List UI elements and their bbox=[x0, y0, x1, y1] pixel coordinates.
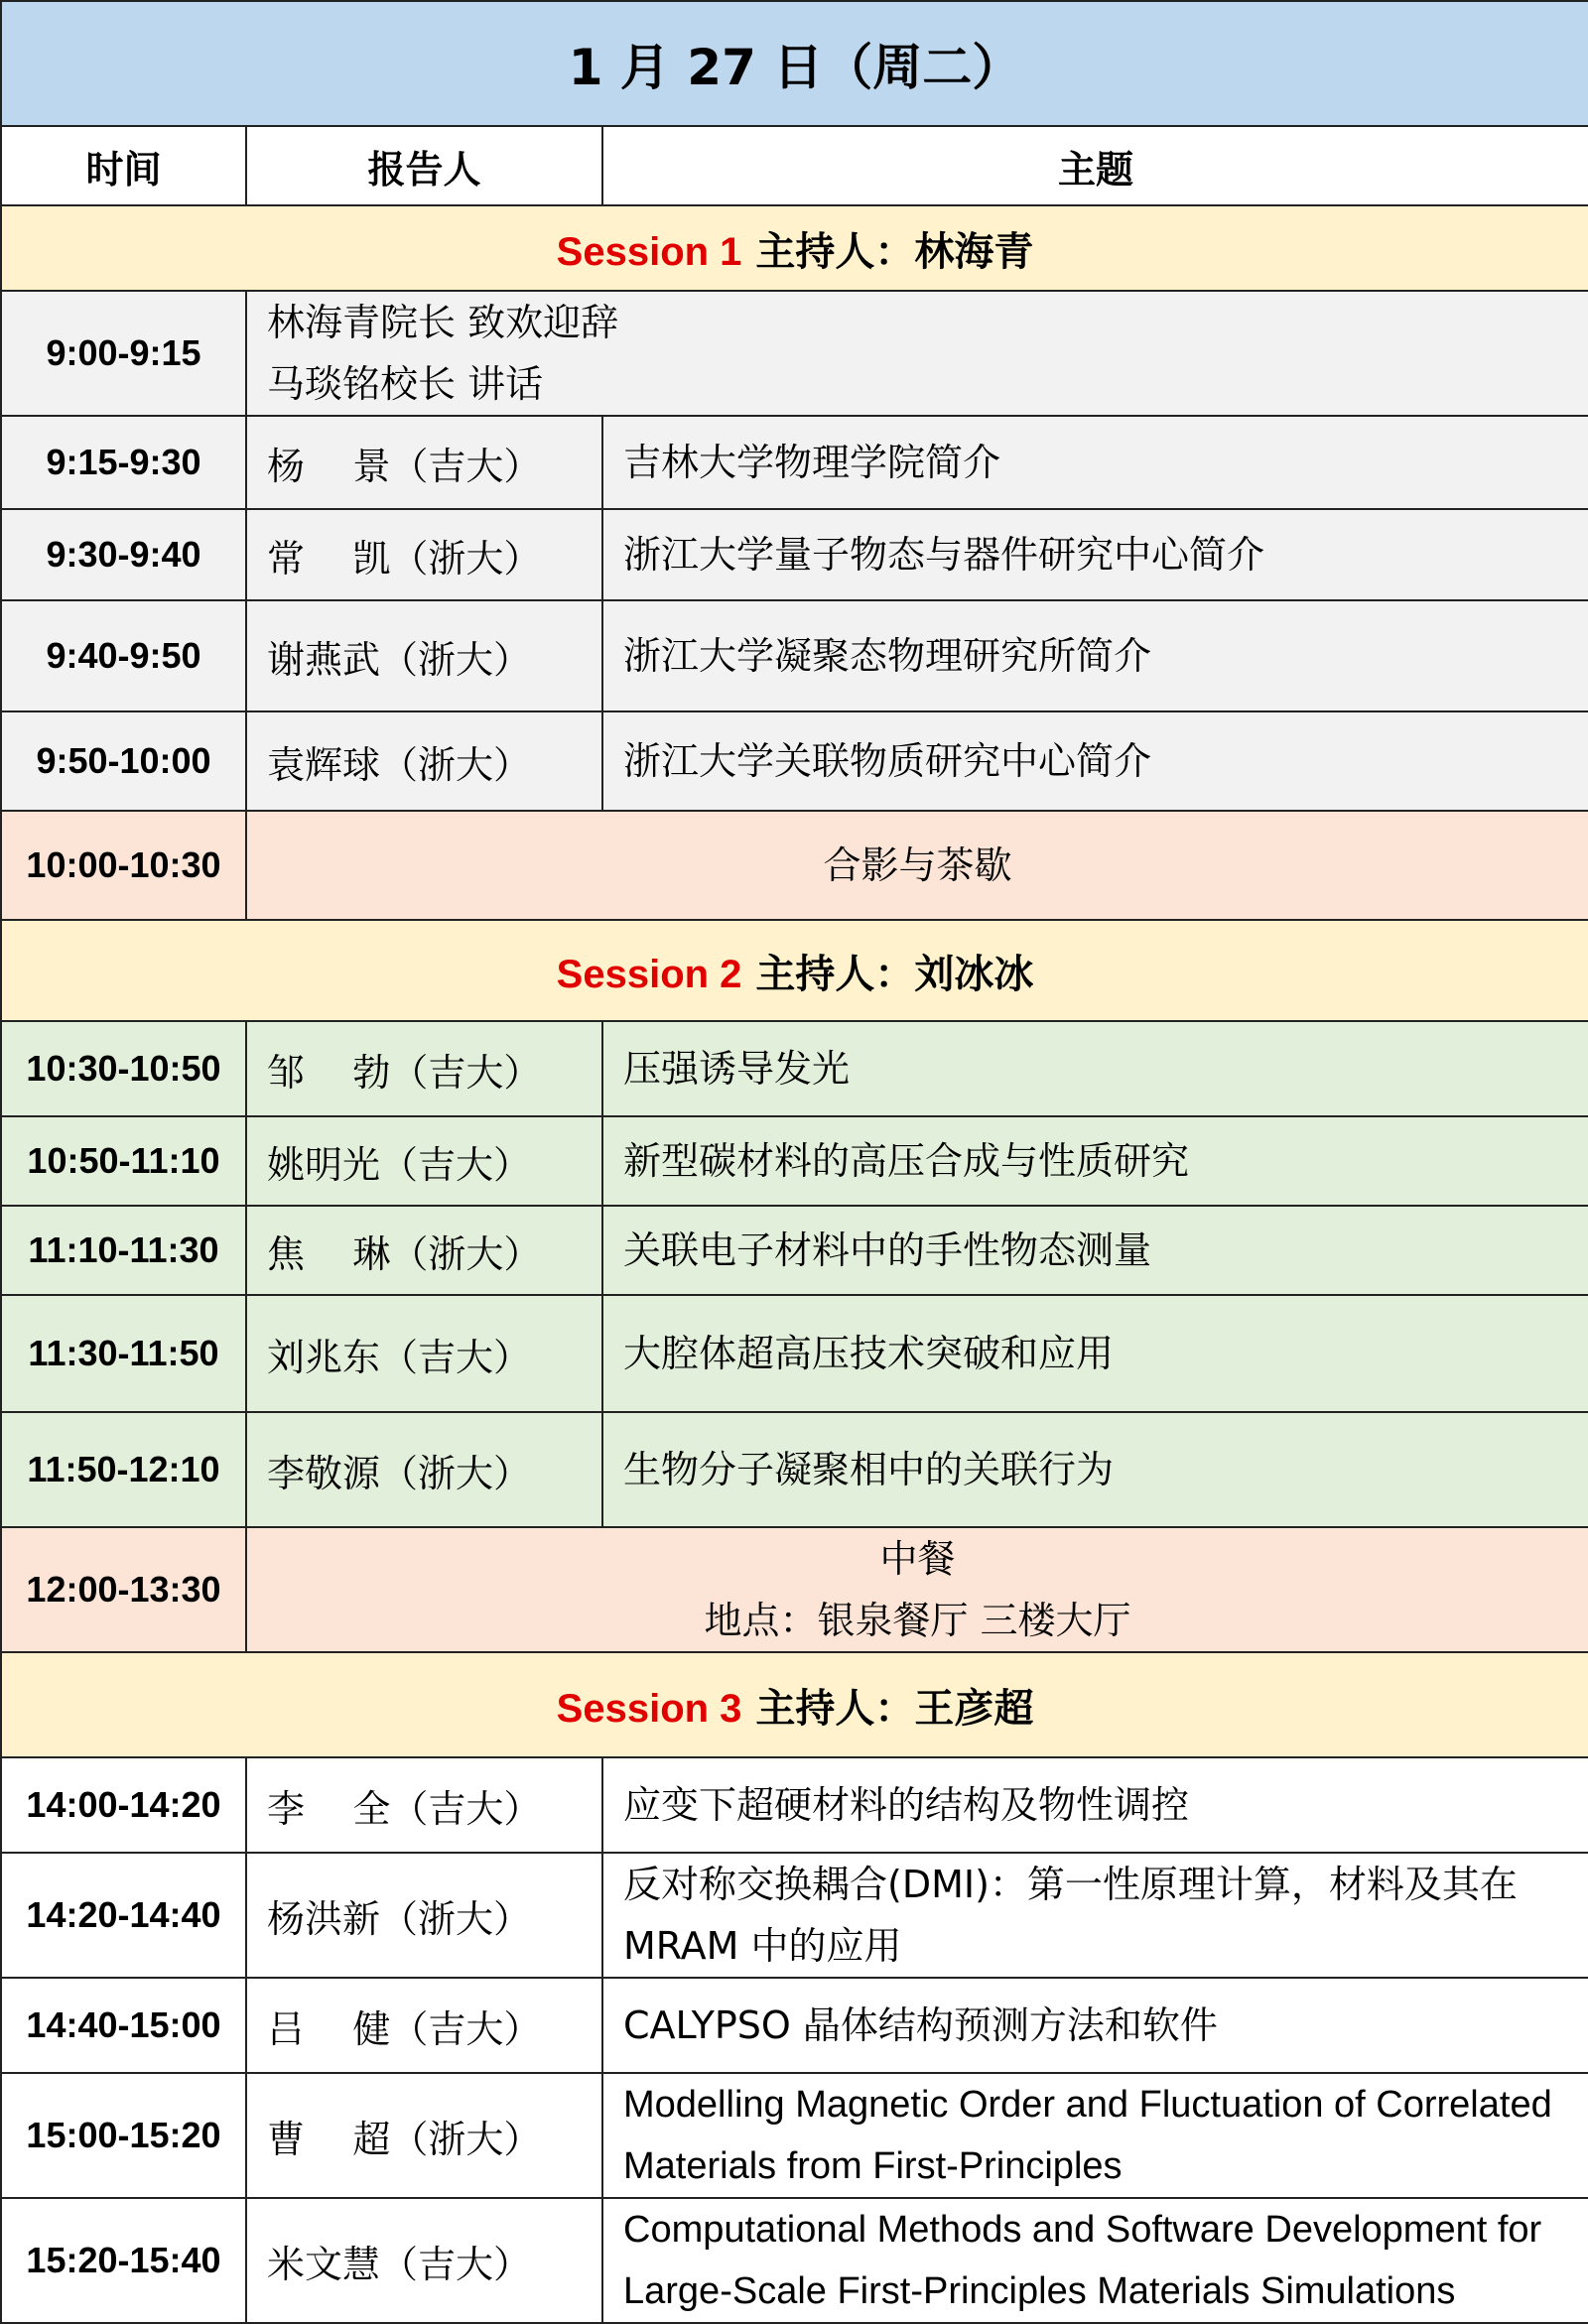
table-row bbox=[1, 509, 1588, 600]
session-2-header bbox=[1, 920, 1588, 1021]
time-cell: 9:40-9:50 bbox=[1, 600, 246, 711]
time-cell: 9:15-9:30 bbox=[1, 416, 246, 509]
session-label: Session 1 bbox=[556, 229, 742, 274]
header-row bbox=[1, 126, 1588, 205]
table-row bbox=[1, 711, 1588, 811]
topic-cell: 关联电子材料中的手性物态测量 bbox=[602, 1206, 1588, 1295]
time-cell: 9:50-10:00 bbox=[1, 711, 246, 811]
topic-cell: CALYPSO 晶体结构预测方法和软件 bbox=[602, 1978, 1588, 2073]
time-cell: 14:00-14:20 bbox=[1, 1757, 246, 1853]
time-cell: 9:00-9:15 bbox=[1, 291, 246, 416]
speaker-cell: 杨洪新（浙大） bbox=[246, 1853, 602, 1978]
topic-cell: 大腔体超高压技术突破和应用 bbox=[602, 1295, 1588, 1412]
session-host: 主持人：林海青 bbox=[741, 228, 1034, 275]
time-cell: 11:10-11:30 bbox=[1, 1206, 246, 1295]
table-row bbox=[1, 1116, 1588, 1206]
speaker-cell: 袁辉球（浙大） bbox=[246, 711, 602, 811]
table-row bbox=[1, 1757, 1588, 1853]
topic-cell: 压强诱导发光 bbox=[602, 1021, 1588, 1116]
topic-cell: Computational Methods and Software Development for Large-Scale First-Principles Materials Simulations bbox=[602, 2198, 1588, 2323]
header-topic: 主题 bbox=[602, 126, 1588, 205]
speaker-cell: 李敬源（浙大） bbox=[246, 1412, 602, 1527]
table-row bbox=[1, 1978, 1588, 2073]
topic-cell: Modelling Magnetic Order and Fluctuation of Correlated Materials from First-Principles bbox=[602, 2073, 1588, 2198]
break-cell: 合影与茶歇 bbox=[246, 811, 1588, 920]
speaker-cell: 曹 超（浙大） bbox=[246, 2073, 602, 2198]
session-host: 主持人：王彦超 bbox=[741, 1685, 1034, 1732]
table-row bbox=[1, 1412, 1588, 1527]
header-speaker: 报告人 bbox=[246, 126, 602, 205]
session-label: Session 3 bbox=[556, 1686, 742, 1731]
speaker-cell: 吕 健（吉大） bbox=[246, 1978, 602, 2073]
break-row bbox=[1, 811, 1588, 920]
table-row bbox=[1, 1021, 1588, 1116]
topic-cell: 浙江大学量子物态与器件研究中心简介 bbox=[602, 509, 1588, 600]
break-row bbox=[1, 1527, 1588, 1652]
session-row bbox=[1, 205, 1588, 291]
time-cell: 10:00-10:30 bbox=[1, 811, 246, 920]
time-cell: 15:20-15:40 bbox=[1, 2198, 246, 2323]
opening-line: 马琰铭校长 讲话 bbox=[267, 362, 544, 406]
table-row bbox=[1, 416, 1588, 509]
break-cell bbox=[246, 1527, 1588, 1652]
speaker-cell: 李 全（吉大） bbox=[246, 1757, 602, 1853]
topic-cell: 生物分子凝聚相中的关联行为 bbox=[602, 1412, 1588, 1527]
topic-cell: 反对称交换耦合(DMI)：第一性原理计算，材料及其在 MRAM 中的应用 bbox=[602, 1853, 1588, 1978]
speaker-cell: 常 凯（浙大） bbox=[246, 509, 602, 600]
topic-cell: 新型碳材料的高压合成与性质研究 bbox=[602, 1116, 1588, 1206]
session-1-header bbox=[1, 205, 1588, 291]
topic-cell: 浙江大学关联物质研究中心简介 bbox=[602, 711, 1588, 811]
table-row bbox=[1, 600, 1588, 711]
speaker-cell: 刘兆东（吉大） bbox=[246, 1295, 602, 1412]
speaker-cell: 谢燕武（浙大） bbox=[246, 600, 602, 711]
time-cell: 11:30-11:50 bbox=[1, 1295, 246, 1412]
break-line: 中餐 bbox=[879, 1537, 956, 1581]
table-row bbox=[1, 1853, 1588, 1978]
time-cell: 14:20-14:40 bbox=[1, 1853, 246, 1978]
table-row bbox=[1, 291, 1588, 416]
header-time: 时间 bbox=[1, 126, 246, 205]
time-cell: 9:30-9:40 bbox=[1, 509, 246, 600]
day-title: 1 月 27 日（周二） bbox=[1, 1, 1588, 126]
session-row bbox=[1, 920, 1588, 1021]
time-cell: 12:00-13:30 bbox=[1, 1527, 246, 1652]
break-line: 地点：银泉餐厅 三楼大厅 bbox=[704, 1599, 1131, 1642]
topic-cell: 应变下超硬材料的结构及物性调控 bbox=[602, 1757, 1588, 1853]
session-label: Session 2 bbox=[556, 952, 742, 996]
time-cell: 10:50-11:10 bbox=[1, 1116, 246, 1206]
speaker-cell: 焦 琳（浙大） bbox=[246, 1206, 602, 1295]
topic-cell: 吉林大学物理学院简介 bbox=[602, 416, 1588, 509]
opening-line: 林海青院长 致欢迎辞 bbox=[267, 301, 619, 344]
table-row bbox=[1, 2073, 1588, 2198]
session-row bbox=[1, 1652, 1588, 1757]
speaker-cell: 杨 景（吉大） bbox=[246, 416, 602, 509]
speaker-cell: 米文慧（吉大） bbox=[246, 2198, 602, 2323]
speaker-cell: 姚明光（吉大） bbox=[246, 1116, 602, 1206]
time-cell: 15:00-15:20 bbox=[1, 2073, 246, 2198]
time-cell: 10:30-10:50 bbox=[1, 1021, 246, 1116]
topic-cell: 浙江大学凝聚态物理研究所简介 bbox=[602, 600, 1588, 711]
table-row bbox=[1, 1206, 1588, 1295]
session-3-header bbox=[1, 1652, 1588, 1757]
time-cell: 11:50-12:10 bbox=[1, 1412, 246, 1527]
session-host: 主持人：刘冰冰 bbox=[741, 951, 1034, 997]
opening-cell bbox=[246, 291, 1588, 416]
table-row bbox=[1, 1295, 1588, 1412]
speaker-cell: 邹 勃（吉大） bbox=[246, 1021, 602, 1116]
time-cell: 14:40-15:00 bbox=[1, 1978, 246, 2073]
table-row bbox=[1, 2198, 1588, 2323]
